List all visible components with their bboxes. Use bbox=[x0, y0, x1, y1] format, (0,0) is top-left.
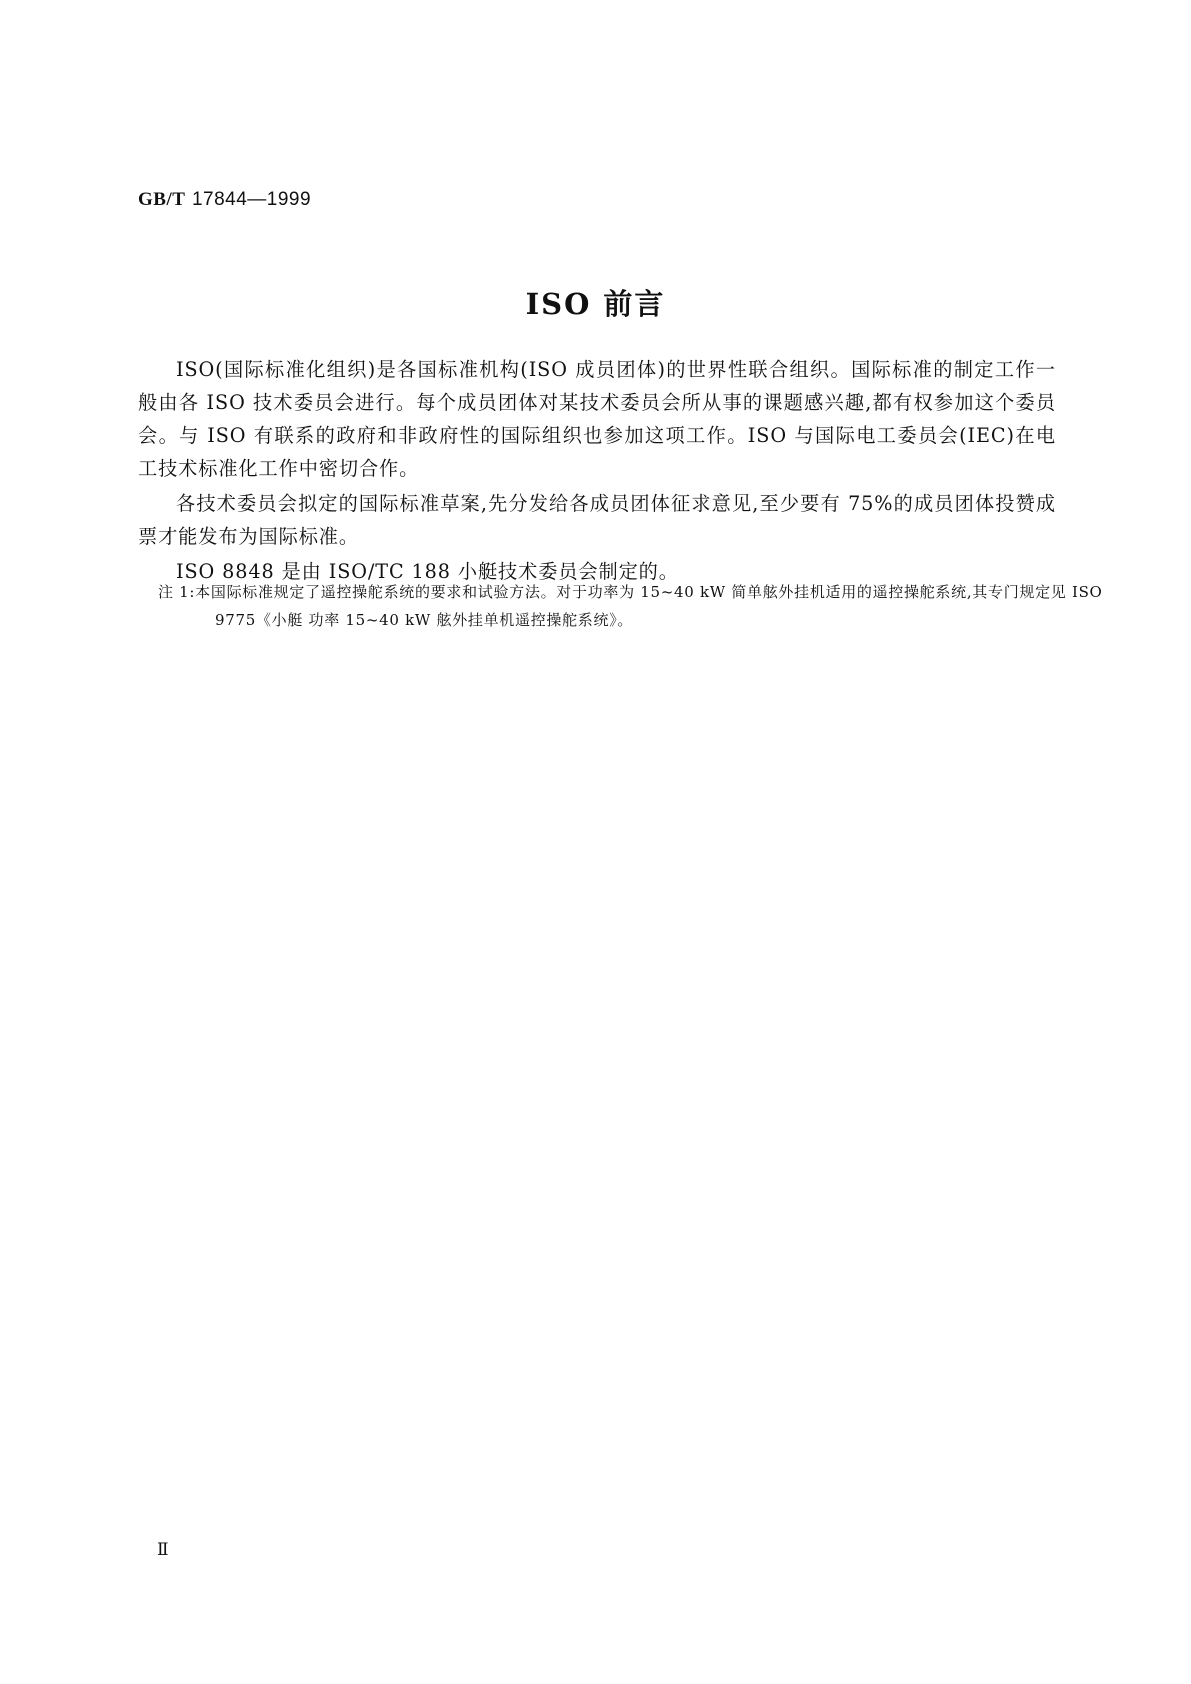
page-number: Ⅱ bbox=[157, 1540, 169, 1560]
page-title: ISO 前言 bbox=[525, 287, 666, 321]
standard-number: 17844—1999 bbox=[191, 189, 312, 210]
paragraph-iso-intro: ISO(国际标准化组织)是各国标准机构(ISO 成员团体)的世界性联合组织。国际标准的制定工作一般由各 ISO 技术委员会进行。每个成员团体对某技术委员会所从事的课题感兴趣,都有权参加这个委员会。与 ISO 有联系的政府和非政府性的国际组织也参加这项工作。ISO 与国际电工委员会(IEC)在电工技术标准化工作中密切合作。 bbox=[138, 358, 1056, 480]
standard-code-header bbox=[138, 188, 311, 211]
standard-prefix: GB/T bbox=[138, 189, 186, 210]
foreword-body bbox=[138, 353, 1056, 588]
paragraph-draft-voting: 各技术委员会拟定的国际标准草案,先分发给各成员团体征求意见,至少要有 75%的成员团体投赞成票才能发布为国际标准。 bbox=[138, 492, 1056, 548]
note-1: 注 1:本国际标准规定了遥控操舵系统的要求和试验方法。对于功率为 15~40 kW 简单舷外挂机适用的遥控操舵系统,其专门规定见 ISO 9775《小艇 功率 15~40 kW 舷外挂单机遥控操舵系统》。 bbox=[158, 583, 1103, 629]
paragraph-iso-8848: ISO 8848 是由 ISO/TC 188 小艇技术委员会制定的。 bbox=[176, 560, 679, 583]
